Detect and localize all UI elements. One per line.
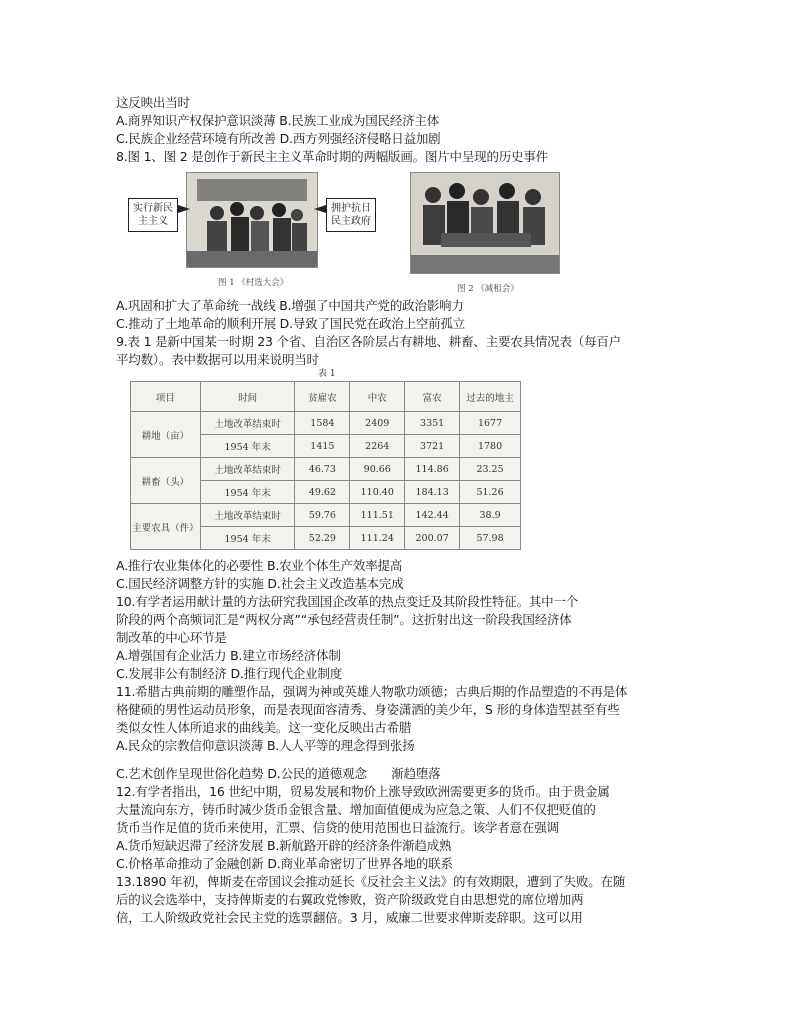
table-row [131, 504, 521, 527]
table-cell: 1954 年末 [200, 527, 295, 550]
option-line: A.货币短缺迟滞了经济发展 B.新航路开辟的经济条件渐趋成熟 [116, 838, 452, 853]
table-cell: 2264 [350, 435, 405, 458]
question-13-stem-cont: 后的议会选举中，支持俾斯麦的右翼政党惨败，资产阶级政党自由思想党的席位增加两 [116, 892, 584, 907]
question-11-stem-cont: 格健硕的男性运动员形象，而是表现面容清秀、身姿潇洒的美少年，S 形的身体造型甚至有些 [116, 702, 620, 717]
option-line: A.巩固和扩大了革命统一战线 B.增强了中国共产党的政治影响力 [116, 298, 464, 313]
table-cell: 土地改革结束时 [200, 504, 295, 527]
column-header: 富农 [405, 382, 460, 412]
table-cell: 46.73 [295, 458, 350, 481]
option-line: C.艺术创作呈现世俗化趋势 D.公民的道德观念 渐趋堕落 [116, 766, 441, 781]
callout-line: 实行新民 [133, 203, 173, 214]
table-title: 表 1 [318, 369, 336, 379]
question-9-stem: 9.表 1 是新中国某一时期 23 个省、自治区各阶层占有耕地、耕畜、主要农具情况表（每百户 [116, 334, 621, 349]
question-8-stem: 8.图 1、图 2 是创作于新民主主义革命时期的两幅版画。图片中呈现的历史事件 [116, 149, 548, 164]
table-cell: 57.98 [460, 527, 521, 550]
question-10-stem: 10.有学者运用献计量的方法研究我国国企改革的热点变迁及其阶段性特征。其中一个 [116, 594, 579, 609]
option-line: C.推动了土地革命的顺利开展 D.导致了国民党在政治上空前孤立 [116, 316, 466, 331]
figure-2-caption: 图 2 《减租会》 [457, 284, 519, 294]
table-cell: 1780 [460, 435, 521, 458]
table-cell: 51.26 [460, 481, 521, 504]
table-cell: 土地改革结束时 [200, 412, 295, 435]
question-13-stem: 13.1890 年初，俾斯麦在帝国议会推动延长《反社会主义法》的有效期限，遭到了失败。在随 [116, 874, 626, 889]
option-line: C.发展非公有制经济 D.推行现代企业制度 [116, 666, 343, 681]
question-11-stem-cont: 类似女性人体所追求的曲线美。这一变化反映出古希腊 [116, 720, 412, 735]
table-row [131, 458, 521, 481]
table-cell: 200.07 [405, 527, 460, 550]
column-header: 项目 [131, 382, 201, 412]
table-cell: 111.51 [350, 504, 405, 527]
question-10-stem-cont: 阶段的两个高频词汇是“两权分离”“承包经营责任制”。这折射出这一阶段我国经济体 [116, 612, 572, 627]
row-group-label: 主要农具（件） [131, 504, 201, 550]
table-row [131, 412, 521, 435]
arrow-icon [178, 205, 190, 213]
question-9-stem-cont: 平均数）。表中数据可以用来说明当时 [116, 352, 319, 367]
table-cell: 52.29 [295, 527, 350, 550]
option-line: A.商界知识产权保护意识淡薄 B.民族工业成为国民经济主体 [116, 113, 440, 128]
table-cell: 49.62 [295, 481, 350, 504]
table-cell: 土地改革结束时 [200, 458, 295, 481]
figure-1-callout-right [326, 198, 376, 232]
arrow-icon [314, 205, 326, 213]
row-group-label: 耕畜（头） [131, 458, 201, 504]
question-10-stem-cont: 制改革的中心环节是 [116, 630, 227, 645]
table-cell: 114.86 [405, 458, 460, 481]
question-12-stem-cont: 货币当作足值的货币来使用，汇票、信贷的使用范围也日益流行。该学者意在强调 [116, 820, 559, 835]
column-header: 中农 [350, 382, 405, 412]
table-cell: 2409 [350, 412, 405, 435]
option-line: A.推行农业集体化的必要性 B.农业个体生产效率提高 [116, 558, 403, 573]
question-11-stem: 11.希腊古典前期的雕塑作品，强调为神或英雄人物歌功颂德；古典后期的作品塑造的不再是体 [116, 684, 628, 699]
table-cell: 142.44 [405, 504, 460, 527]
question-12-stem: 12.有学者指出，16 世纪中期，贸易发展和物价上涨导致欧洲需要更多的货币。由于贵金属 [116, 784, 610, 799]
figure-1-callout-left [128, 198, 178, 232]
table-cell: 1954 年末 [200, 481, 295, 504]
option-line: C.国民经济调整方针的实施 D.社会主义改造基本完成 [116, 576, 404, 591]
row-group-label: 耕地（亩） [131, 412, 201, 458]
table-cell: 1584 [295, 412, 350, 435]
table-cell: 3721 [405, 435, 460, 458]
column-header: 贫雇农 [295, 382, 350, 412]
table-cell: 110.40 [350, 481, 405, 504]
question-13-stem-cont: 倍，工人阶级政党社会民主党的选票翻倍。3 月，威廉二世要求俾斯麦辞职。这可以用 [116, 910, 583, 925]
figure-1-woodcut [186, 172, 318, 268]
figure-2-woodcut [410, 172, 560, 274]
data-table [130, 381, 521, 550]
option-line: C.价格革命推动了金融创新 D.商业革命密切了世界各地的联系 [116, 856, 453, 871]
table-header-row [131, 382, 521, 412]
table-cell: 23.25 [460, 458, 521, 481]
table-cell: 184.13 [405, 481, 460, 504]
table-cell: 90.66 [350, 458, 405, 481]
text-line: 这反映出当时 [116, 95, 190, 110]
table-cell: 38.9 [460, 504, 521, 527]
callout-line: 拥护抗日 [331, 203, 371, 214]
option-line: C.民族企业经营环境有所改善 D.西方列强经济侵略日益加剧 [116, 131, 441, 146]
column-header: 时间 [200, 382, 295, 412]
question-12-stem-cont: 大量流向东方，铸币时减少货币金银含量、增加面值便成为应急之策、人们不仅把贬值的 [116, 802, 596, 817]
option-line: A.民众的宗教信仰意识淡薄 B.人人平等的理念得到张扬 [116, 738, 415, 753]
callout-line: 主主义 [138, 216, 168, 227]
table-cell: 3351 [405, 412, 460, 435]
table-cell: 59.76 [295, 504, 350, 527]
table-cell: 1415 [295, 435, 350, 458]
callout-line: 民主政府 [331, 216, 371, 227]
table-cell: 111.24 [350, 527, 405, 550]
column-header: 过去的地主 [460, 382, 521, 412]
table-cell: 1954 年末 [200, 435, 295, 458]
figure-1-caption: 图 1 《村选大会》 [218, 278, 289, 288]
option-line: A.增强国有企业活力 B.建立市场经济体制 [116, 648, 341, 663]
table-cell: 1677 [460, 412, 521, 435]
